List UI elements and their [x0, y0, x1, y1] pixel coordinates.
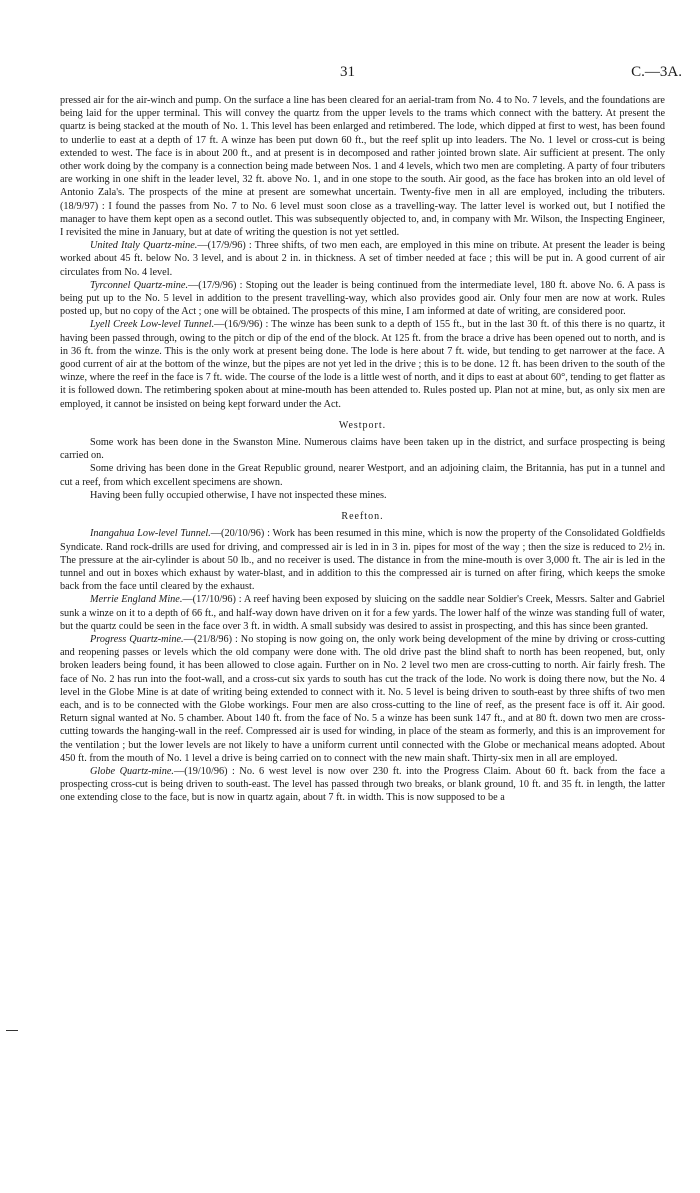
paragraph	[60, 462, 665, 488]
paragraph-text: Having been fully occupied otherwise, I have not inspected these mines.	[90, 489, 387, 501]
mine-name: Progress Quartz-mine.	[90, 633, 184, 645]
paragraph-text: —(17/10/96) : A reef having been exposed by sluicing on the saddle near Soldier's Creek, Messrs. Salter and Gabriel sunk a winze on it to a depth of 66 ft., and half-way down have driven on it for a few yards. The lower half of the winze was standing full of water, but the quartz could be seen in the face over 3 ft. in width. A small subsidy was desired to assist in prospecting, and this has since been granted.	[60, 594, 665, 632]
document-reference: C.—3A.	[631, 64, 682, 80]
margin-mark	[6, 1030, 18, 1031]
paragraph	[60, 527, 665, 593]
section-heading-westport: Westport.	[338, 419, 387, 431]
paragraph-text: —(17/9/96) : Stoping out the leader is being continued from the intermediate level, 180 ft. above No. 6. A pass is being put up to the No. 5 level in addition to the present travelling-way, which also provides good air. Only four men are now at work. Rules posted up, but no copy of the Act ; one will be obtained. The prospects of this mine, I am informed at date of writing, are considered poor.	[60, 279, 665, 318]
body-text	[60, 94, 665, 805]
paragraph	[60, 633, 665, 765]
mine-name: Tyrconnel Quartz-mine.	[90, 279, 189, 291]
paragraph	[60, 94, 665, 239]
mine-name: Lyell Creek Low-level Tunnel.	[90, 319, 215, 331]
paragraph-text: —(21/8/96) : No stoping is now going on, the only work being development of the mine by driving or cross-cutting and reopening passes or levels which the old company were done with. The old drive past the blind shaft to north has been reopened, but, only broken leaders being found, it has been allowed to close again. Further on in No. 2 level two men are cross-cutting to north. Air fairly fresh. The face of No. 2 has run into the foot-wall, and a cross-cut six yards to south has cut the track of the lode. No work is doing there now, but the No. 4 level in the Globe Mine is at date of writing being extended to connect with it. No. 5 level is being driven to south-east by three shifts of two men each, and is to be connected with the Globe workings. Four men are also cross-cutting to the line of reef, as the present face is off it. Air good. Return signal wanted at No. 5 chamber. About 140 ft. from the face of No. 5 a winze has been sunk 147 ft., and at 80 ft. down two men are cross-cutting towards the hanging-wall in the reef. Compressed air is used for winding, in place of the steam as formerly, and this is an improvement for the ventilation ; but the lower levels are not likely to have a uniform current until connected with the Globe or mechanical means adopted. About 450 ft. from the mouth of No. 1 level a drive is being carried on to connect with the new main shaft. Thirty-six men in all are employed.	[60, 633, 666, 764]
paragraph-text: Some work has been done in the Swanston Mine. Numerous claims have been taken up in the district, and surface prospecting is being carried on.	[60, 437, 665, 462]
paragraph	[60, 489, 665, 502]
paragraph-text: —(20/10/96) : Work has been resumed in this mine, which is now the property of the Consolidated Goldfields Syndicate. Rand rock-drills are used for driving, and compressed air is led in in 3 in. pipes for most of the way ; then the size is reduced to 2½ in. The pressure at the air-cylinder is about 50 lb., and no receiver is used. The distance in from the mine-mouth is over 3,000 ft. The air is led in the tunnel and out in boxes which exhaust by water-blast, and in addition to this the compressed air is turned on after firing, which keeps the smoke back from the face until cleared by the exhaust.	[60, 528, 665, 593]
paragraph-text: —(17/9/96) : Three shifts, of two men each, are employed in this mine on tribute. At present the leader is being worked about 45 ft. below No. 3 level, and is about 2 in. in thickness. A set of timber needed at face ; this will be put in. A good current of air circulates from No. 4 level.	[60, 240, 665, 278]
mine-name: Merrie England Mine.	[90, 594, 183, 606]
page-number: 31	[340, 64, 355, 80]
paragraph	[60, 318, 665, 410]
paragraph-text: —(19/10/96) : No. 6 west level is now over 230 ft. into the Progress Claim. About 60 ft. back from the face a prospecting cross-cut is being driven to south-east. The level has passed through two breaks, or blank ground, 10 ft. and 35 ft. in length, the latter one extending close to the face, but is now in quartz again, about 7 ft. in width. This is now supposed to be a	[60, 765, 665, 804]
paragraph	[60, 765, 665, 805]
paragraph	[60, 279, 665, 319]
paragraph	[60, 593, 665, 633]
paragraph	[60, 436, 665, 462]
mine-name: United Italy Quartz-mine.	[90, 240, 198, 252]
paragraph	[60, 239, 665, 279]
paragraph-text: pressed air for the air-winch and pump. On the surface a line has been cleared for an aerial-tram from No. 4 to No. 7 levels, and the foundations are being laid for the upper terminal. This will convey the quartz from the upper levels to the trams which connect with the battery. At present the quartz is being stacked at the mouth of No. 1. This level has been enlarged and retimbered. The lode, which dipped at first to west, has been found to underlie to east at a depth of 17 ft. A winze has been put down 60 ft., but the reef split up into leaders. The No. 1 level or cross-cut is being extended to west. The face is in about 200 ft., and at present is in decomposed and rather jointed brown slate. Air sufficient at present. The only other work doing by the company is a connection being made between Nos. 1 and 4 levels, which two men are completing. A party of four tributers are working in one shift in the leader level, 32 ft. above No. 1, and in one stope to the south. Air good, as the face has broken into an old level of Antonio Zala's. The prospects of the mine at present are somewhat uncertain. Twenty-five men in all are employed, including the tributers. (18/9/97) : I found the passes from No. 7 to No. 6 level must soon close as a travelling-way. The latter level is worked out, but I notified the manager to have them kept open as a second outlet. This was subsequently objected to, and, in company with Mr. Wilson, the Inspecting Engineer, I revisited the mine in January, but at date of writing the question is not yet settled.	[60, 95, 665, 239]
mine-name: Inangahua Low-level Tunnel.	[90, 528, 211, 540]
paragraph-text: Some driving has been done in the Great Republic ground, nearer Westport, and an adjoining claim, the Britannia, has put in a tunnel and cut a reef, from which excellent specimens are shown.	[60, 463, 665, 488]
section-heading-reefton: Reefton.	[341, 511, 384, 523]
paragraph-text: —(16/9/96) : The winze has been sunk to a depth of 155 ft., but in the last 30 ft. of this there is no quartz, it having been passed through, owing to the pitch or dip of the end of the block. At 125 ft. from the brace a drive has been opened out to north, and is in 36 ft. from the winze. This is the only work at present being done. The lode is here about 7 ft. wide, but tending to get narrower at the face. A good current of air at the bottom of the winze, but the pipes are not yet led in the drive ; this is to be done. 12 ft. has been driven to the south of the winze, where the reef in the face is 7 ft. wide. The course of the lode is a little west of north, and it dips to east at about 60°, tending to get flatter as it is followed down. The retimbering spoken about at mine-mouth has been attended to. Rules posted up. Plan not at mine, but, as only six men are employed, it cannot be insisted on being kept forward under the Act.	[60, 319, 665, 410]
mine-name: Globe Quartz-mine.	[90, 765, 174, 777]
